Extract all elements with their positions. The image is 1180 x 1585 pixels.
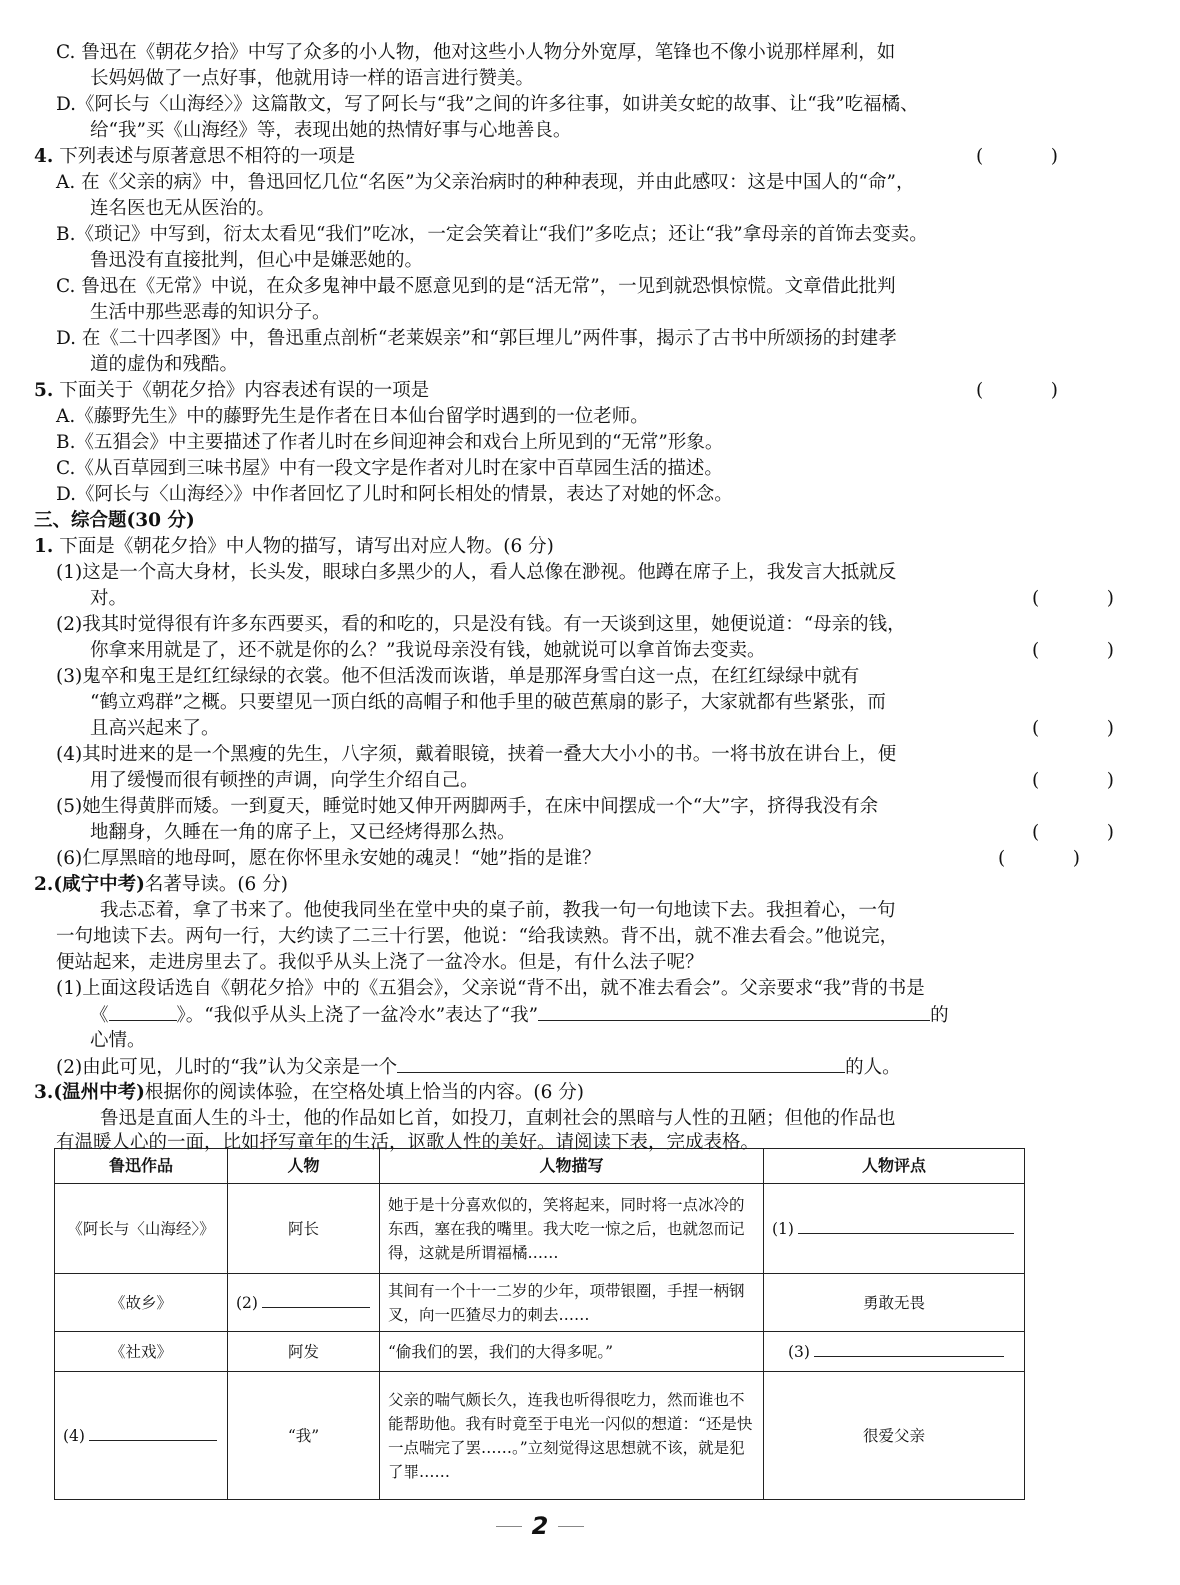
text-line: 地翻身，久睡在一角的席子上，又已经烤得那么热。 ( ): [0, 820, 1170, 846]
page-number: 2: [0, 1512, 1080, 1548]
text-line: (4)其时进来的是一个黑瘦的先生，八字须，戴着眼镜，挟着一叠大大小小的书。一将书放在讲台上，便: [56, 744, 897, 765]
work-cell: 《故乡》: [55, 1274, 228, 1332]
question-s3: [0, 1080, 1114, 1106]
answer-parentheses[interactable]: ( ): [976, 380, 1058, 401]
text-line: C. 鲁迅在《朝花夕拾》中写了众多的小人物，他对这些小人物分外宽厚，笔锋也不像小说那样犀利，如: [56, 42, 896, 63]
question-stem: 下面是《朝花夕拾》中人物的描写，请写出对应人物。(6 分): [59, 536, 554, 557]
text-line: 便站起来，走进房里去了。我似乎从头上浇了一盆冷水。但是，有什么法子呢？: [56, 952, 704, 973]
table-header: 人物: [228, 1149, 380, 1184]
question-source: (咸宁中考): [53, 874, 145, 895]
section-heading: 三、综合题(30 分): [34, 510, 195, 531]
work-cell: 《社戏》: [55, 1332, 228, 1372]
comment-cell: (1): [764, 1184, 1025, 1274]
question-stem: 下面关于《朝花夕拾》内容表述有误的一项是: [59, 380, 430, 401]
text-line: 我忐忑着，拿了书来了。他使我同坐在堂中央的桌子前，教我一句一句地读下去。我担着心，一句: [100, 900, 896, 921]
text-line: B.《琐记》中写到，衍太太看见“我们”吃冰，一定会笑着让“我们”多吃点；还让“我”拿母亲的首饰去变卖。: [56, 224, 928, 245]
table-row: [55, 1184, 1025, 1274]
table-header-row: [55, 1149, 1025, 1184]
person-cell: 阿长: [228, 1184, 380, 1274]
work-cell: (4): [55, 1372, 228, 1500]
text-line: 对。 ( ): [0, 586, 1170, 612]
text-line: 心情。: [90, 1030, 146, 1051]
question-5: [0, 378, 1114, 404]
person-cell: (2): [228, 1274, 380, 1332]
question-s1: [0, 534, 1114, 560]
text-line: 连名医也无从医治的。: [90, 198, 276, 219]
text-line: 长妈妈做了一点好事，他就用诗一样的语言进行赞美。: [90, 68, 535, 89]
fill-line: (2)由此可见，儿时的“我”认为父亲是一个 的人。: [0, 1054, 1136, 1080]
answer-blank[interactable]: [814, 1340, 1004, 1357]
answer-parentheses[interactable]: ( ): [1032, 640, 1114, 661]
answer-parentheses[interactable]: ( ): [1032, 822, 1114, 843]
text-line: 鲁迅是直面人生的斗士，他的作品如匕首，如投刀，直刺社会的黑暗与人性的丑陋；但他的作品也: [100, 1108, 896, 1129]
text-line: A.《藤野先生》中的藤野先生是作者在日本仙台留学时遇到的一位老师。: [56, 406, 649, 427]
divider: [496, 1526, 522, 1527]
text-line: 一句地读下去。两句一行，大约读了二三十行罢，他说：“给我读熟。背不出，就不准去看会。”他说完，: [56, 926, 899, 947]
text-line: (6)仁厚黑暗的地母呵，愿在你怀里永安她的魂灵！“她”指的是谁？ ( ): [0, 846, 1136, 872]
text-line: (1)这是一个高大身材，长头发，眼球白多黑少的人，看人总像在渺视。他蹲在席子上，我发言大抵就反: [56, 562, 897, 583]
question-number: 3.: [34, 1082, 54, 1103]
desc-cell: 父亲的喘气颇长久，连我也听得很吃力，然而谁也不能帮助他。我有时竟至于电光一闪似的想道：“还是快一点喘完了罢……。”立刻觉得这思想就不该，就是犯了罪……: [380, 1372, 764, 1500]
answer-parentheses[interactable]: ( ): [1032, 588, 1114, 609]
question-stem: 下列表述与原著意思不相符的一项是: [59, 146, 356, 167]
table-header: 鲁迅作品: [55, 1149, 228, 1184]
text-line: (3)鬼卒和鬼王是红红绿绿的衣裳。他不但活泼而诙谐，单是那浑身雪白这一点，在红红绿绿中就有: [56, 666, 860, 687]
work-cell: 《阿长与〈山海经〉》: [55, 1184, 228, 1274]
text-line: 生活中那些恶毒的知识分子。: [90, 302, 331, 323]
fill-line: 《 》。“我似乎从头上浇了一盆冷水”表达了“我” 的: [0, 1002, 1170, 1028]
text-line: 道的虚伪和残酷。: [90, 354, 239, 375]
question-number: 4.: [34, 146, 54, 167]
comment-cell: 很爱父亲: [764, 1372, 1025, 1500]
question-4: [0, 144, 1114, 170]
table-header: 人物描写: [380, 1149, 764, 1184]
question-number: 5.: [34, 380, 54, 401]
table-row: [55, 1332, 1025, 1372]
desc-cell: 其间有一个十一二岁的少年，项带银圈，手捏一柄钢叉，向一匹猹尽力的刺去……: [380, 1274, 764, 1332]
question-source: (温州中考): [53, 1082, 145, 1103]
question-s2: [0, 872, 1114, 898]
text-line: D.《阿长与〈山海经〉》中作者回忆了儿时和阿长相处的情景，表达了对她的怀念。: [56, 484, 733, 505]
text-line: 你拿来用就是了，还不就是你的么？”我说母亲没有钱，她就说可以拿首饰去变卖。 ( ): [0, 638, 1170, 664]
text-line: 有温暖人心的一面，比如抒写童年的生活，讴歌人性的美好。请阅读下表，完成表格。: [56, 1132, 760, 1153]
desc-cell: “偷我们的罢，我们的大得多呢。”: [380, 1332, 764, 1372]
text-line: (2)我其时觉得很有许多东西要买，看的和吃的，只是没有钱。有一天谈到这里，她便说道：“母亲的钱，: [56, 614, 906, 635]
answer-blank[interactable]: [89, 1424, 217, 1441]
answer-blank[interactable]: [262, 1291, 370, 1308]
text-line: C.《从百草园到三味书屋》中有一段文字是作者对儿时在家中百草园生活的描述。: [56, 458, 723, 479]
divider: [558, 1526, 584, 1527]
text-line: D.《阿长与〈山海经〉》这篇散文，写了阿长与“我”之间的许多往事，如讲美女蛇的故事、让“我”吃福橘、: [56, 94, 919, 115]
text-line: 给“我”买《山海经》等，表现出她的热情好事与心地善良。: [90, 120, 572, 141]
text-line: A. 在《父亲的病》中，鲁迅回忆几位“名医”为父亲治病时的种种表现，并由此感叹：这是中国人的“命”，: [56, 172, 915, 193]
character-table: [54, 1148, 1025, 1500]
question-stem: 名著导读。(6 分): [144, 874, 288, 895]
answer-blank[interactable]: [798, 1217, 1014, 1234]
answer-blank[interactable]: [397, 1054, 845, 1073]
answer-parentheses[interactable]: ( ): [1032, 718, 1114, 739]
comment-cell: (3): [764, 1332, 1025, 1372]
table-row: [55, 1274, 1025, 1332]
table-row: [55, 1372, 1025, 1500]
text-line: B.《五猖会》中主要描述了作者儿时在乡间迎神会和戏台上所见到的“无常”形象。: [56, 432, 724, 453]
text-line: (5)她生得黄胖而矮。一到夏天，睡觉时她又伸开两脚两手，在床中间摆成一个“大”字，挤得我没有余: [56, 796, 879, 817]
answer-blank[interactable]: [538, 1002, 930, 1021]
text-line: “鹤立鸡群”之概。只要望见一顶白纸的高帽子和他手里的破芭蕉扇的影子，大家就都有些紧张，而: [90, 692, 886, 713]
text-line: 用了缓慢而很有顿挫的声调，向学生介绍自己。 ( ): [0, 768, 1170, 794]
comment-cell: 勇敢无畏: [764, 1274, 1025, 1332]
table-header: 人物评点: [764, 1149, 1025, 1184]
text-line: 且高兴起来了。 ( ): [0, 716, 1170, 742]
answer-parentheses[interactable]: ( ): [1032, 770, 1114, 791]
text-line: (1)上面这段话选自《朝花夕拾》中的《五猖会》，父亲说“背不出，就不准去看会”。父亲要求“我”背的书是: [56, 978, 925, 999]
question-number: 2.: [34, 874, 54, 895]
question-number: 1.: [34, 536, 54, 557]
person-cell: “我”: [228, 1372, 380, 1500]
text-line: C. 鲁迅在《无常》中说，在众多鬼神中最不愿意见到的是“活无常”，一见到就恐惧惊慌。文章借此批判: [56, 276, 896, 297]
answer-blank[interactable]: [109, 1002, 177, 1021]
desc-cell: 她于是十分喜欢似的，笑将起来，同时将一点冰冷的东西，塞在我的嘴里。我大吃一惊之后，也就忽而记得，这就是所谓福橘……: [380, 1184, 764, 1274]
answer-parentheses[interactable]: ( ): [976, 146, 1058, 167]
text-line: D. 在《二十四孝图》中，鲁迅重点剖析“老莱娱亲”和“郭巨埋儿”两件事，揭示了古书中所颂扬的封建孝: [56, 328, 897, 349]
text-line: 鲁迅没有直接批判，但心中是嫌恶她的。: [90, 250, 424, 271]
person-cell: 阿发: [228, 1332, 380, 1372]
question-stem: 根据你的阅读体验，在空格处填上恰当的内容。(6 分): [144, 1082, 584, 1103]
answer-parentheses[interactable]: ( ): [998, 848, 1080, 869]
